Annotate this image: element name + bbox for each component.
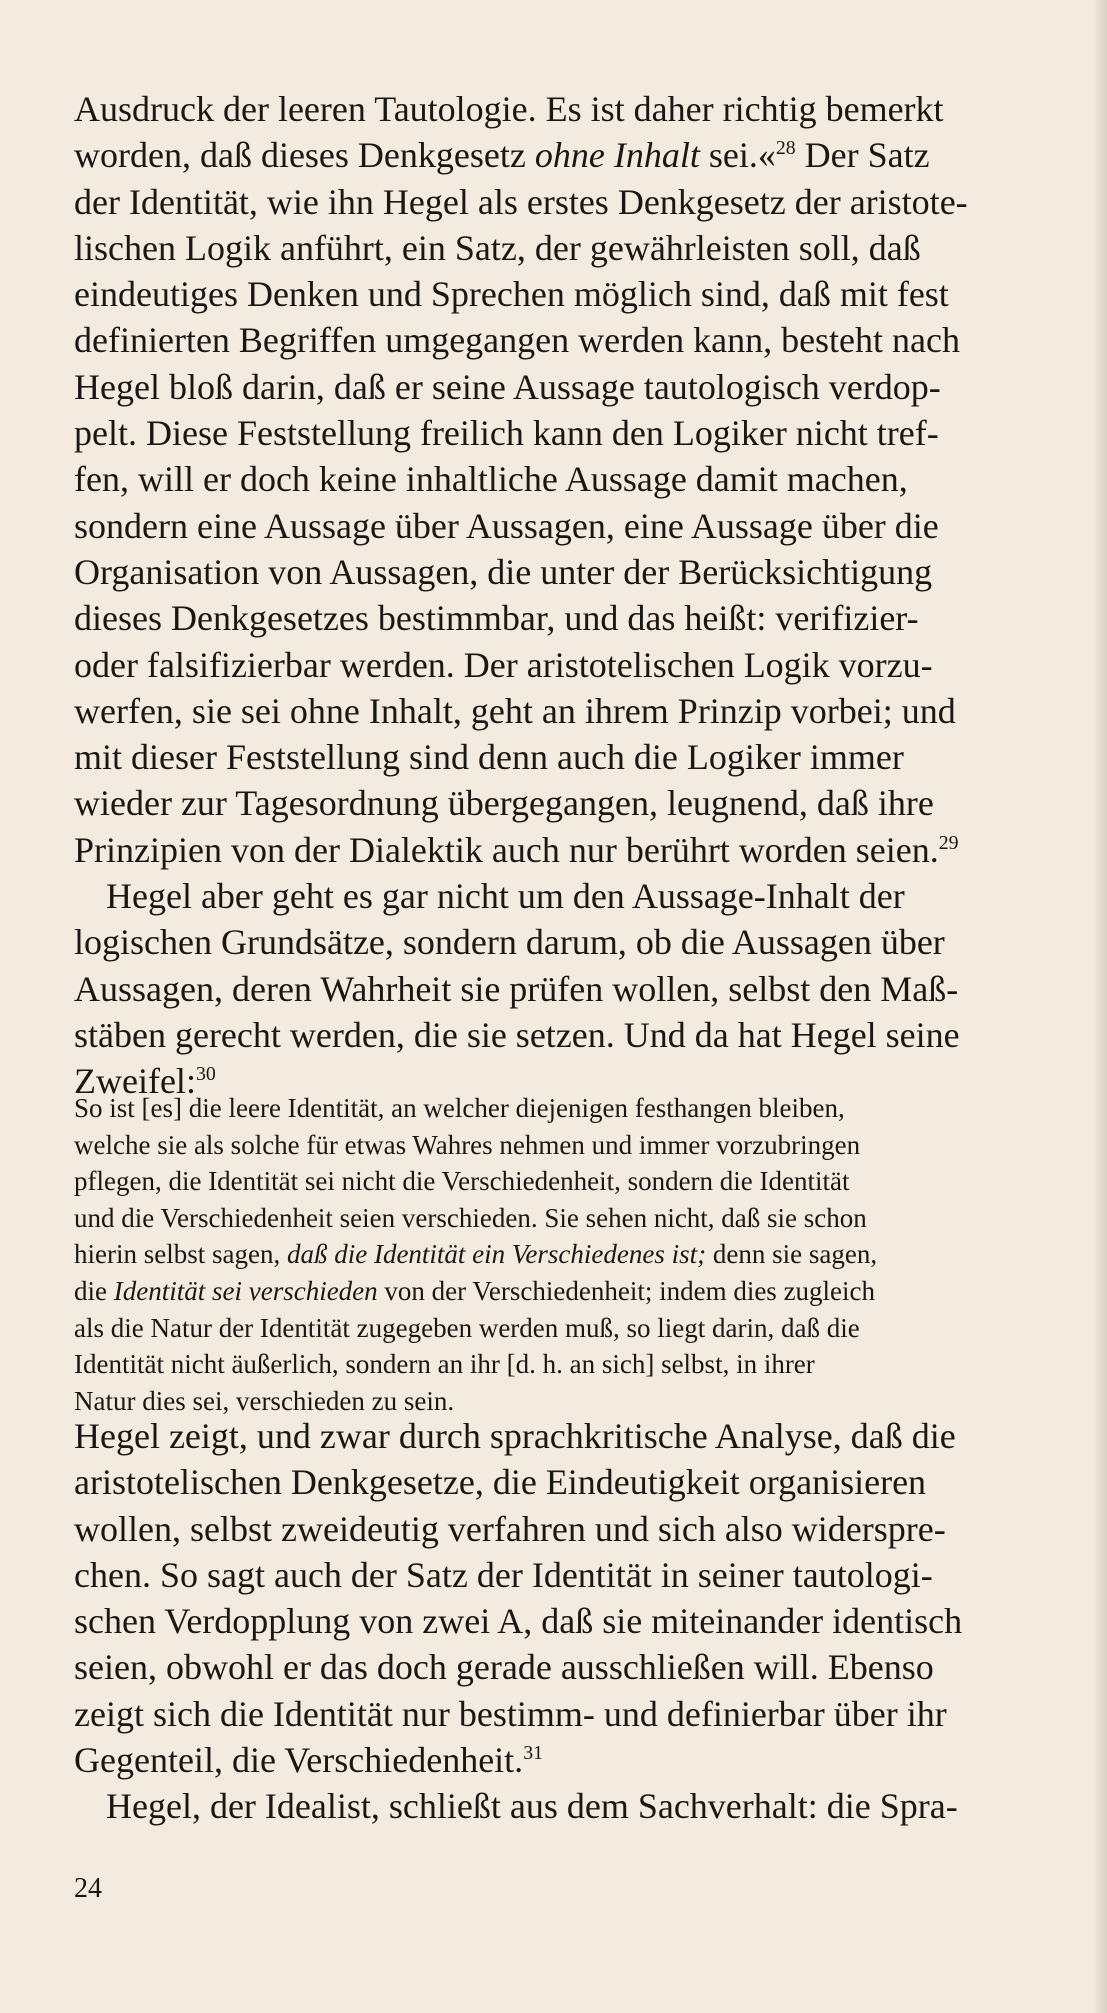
paragraph-2 [74, 873, 1090, 1104]
text-line: der Identität, wie ihn Hegel als erstes Denkgesetz der aristote- [74, 181, 968, 222]
quote-line: Natur dies sei, verschieden zu sein. [74, 1385, 455, 1416]
text-line: eindeutiges Denken und Sprechen möglich sind, daß mit fest [74, 274, 949, 315]
quote-line: die Identität sei verschieden von der Verschiedenheit; indem dies zugleich [74, 1275, 876, 1306]
footnote-marker: 30 [195, 1063, 216, 1086]
text-line: Hegel bloß darin, daß er seine Aussage tautologisch verdop- [74, 366, 941, 407]
quote-line: welche sie als solche für etwas Wahres nehmen und immer vorzubringen [74, 1129, 861, 1160]
text-line: wollen, selbst zweideutig verfahren und sich also widerspre- [74, 1508, 946, 1549]
footnote-marker: 28 [775, 137, 796, 160]
paragraph-3 [74, 1413, 1090, 1830]
text-line: mit dieser Feststellung sind denn auch die Logiker immer [74, 737, 904, 778]
text-line: oder falsifizierbar werden. Der aristotelischen Logik vorzu- [74, 644, 933, 685]
block-quote [74, 1090, 1090, 1419]
text-line: wieder zur Tagesordnung übergegangen, leugnend, daß ihre [74, 783, 934, 824]
text-line: dieses Denkgesetzes bestimmbar, und das heißt: verifizier- [74, 598, 919, 639]
text-line: lischen Logik anführt, ein Satz, der gewährleisten soll, daß [74, 227, 921, 268]
text-line: stäben gerecht werden, die sie setzen. Und da hat Hegel seine [74, 1014, 960, 1055]
page-number: 24 [74, 1873, 102, 1904]
text-line: schen Verdopplung von zwei A, daß sie miteinander identisch [74, 1601, 963, 1642]
text-line: Zweifel:$^{30}$ [74, 1061, 216, 1102]
text-line: Ausdruck der leeren Tautologie. Es ist daher richtig bemerkt [74, 89, 944, 129]
text-line: worden, daß dieses Denkgesetz ohne Inhalt sei.«$^{28}$ Der Satz [74, 135, 930, 176]
text-line: Hegel zeigt, und zwar durch sprachkritische Analyse, daß die [74, 1416, 956, 1456]
text-line: logischen Grundsätze, sondern darum, ob die Aussagen über [74, 922, 945, 963]
quote-line: hierin selbst sagen, daß die Identität ein Verschiedenes ist; denn sie sagen, [74, 1239, 878, 1270]
text-line: Aussagen, deren Wahrheit sie prüfen wollen, selbst den Maß- [74, 968, 959, 1009]
footnote-marker: 29 [938, 831, 959, 854]
paragraph-1 [74, 86, 1090, 873]
text-line: sondern eine Aussage über Aussagen, eine Aussage über die [74, 505, 939, 546]
emphasis-text: Identität sei verschieden [113, 1275, 378, 1306]
emphasis-text: daß die Identität ein Verschiedenes ist; [286, 1239, 707, 1270]
text-line: seien, obwohl er das doch gerade ausschließen will. Ebenso [74, 1647, 934, 1688]
quote-line: als die Natur der Identität zugegeben werden muß, so liegt darin, daß die [74, 1312, 860, 1343]
quote-line: Identität nicht äußerlich, sondern an ihr [d. h. an sich] selbst, in ihrer [74, 1349, 815, 1380]
quote-line: pflegen, die Identität sei nicht die Verschiedenheit, sondern die Identität [74, 1166, 850, 1197]
text-line: zeigt sich die Identität nur bestimm- und definierbar über ihr [74, 1693, 947, 1734]
text-line: pelt. Diese Feststellung freilich kann den Logiker nicht tref- [74, 413, 939, 454]
text-line: Gegenteil, die Verschiedenheit.$^{31}$ [74, 1740, 543, 1781]
text-line: aristotelischen Denkgesetze, die Eindeutigkeit organisieren [74, 1462, 927, 1503]
text-line: Hegel, der Idealist, schließt aus dem Sachverhalt: die Spra- [106, 1786, 958, 1827]
text-line: Prinzipien von der Dialektik auch nur berührt worden seien.$^{29}$ [74, 829, 959, 870]
text-line: fen, will er doch keine inhaltliche Aussage damit machen, [74, 459, 908, 500]
text-line: definierten Begriffen umgegangen werden kann, besteht nach [74, 320, 960, 361]
page-edge-shadow [1093, 0, 1107, 2013]
quote-line: So ist [es] die leere Identität, an welcher diejenigen festhangen bleiben, [74, 1093, 845, 1123]
quote-line: und die Verschiedenheit seien verschieden. Sie sehen nicht, daß sie schon [74, 1202, 867, 1233]
text-line: werfen, sie sei ohne Inhalt, geht an ihrem Prinzip vorbei; und [74, 690, 956, 731]
text-line: Hegel aber geht es gar nicht um den Aussage-Inhalt der [106, 876, 905, 916]
emphasis-text: ohne Inhalt [534, 135, 700, 176]
text-line: chen. So sagt auch der Satz der Identität in seiner tautologi- [74, 1554, 933, 1595]
footnote-marker: 31 [523, 1742, 543, 1765]
text-line: Organisation von Aussagen, die unter der Berücksichtigung [74, 551, 933, 592]
